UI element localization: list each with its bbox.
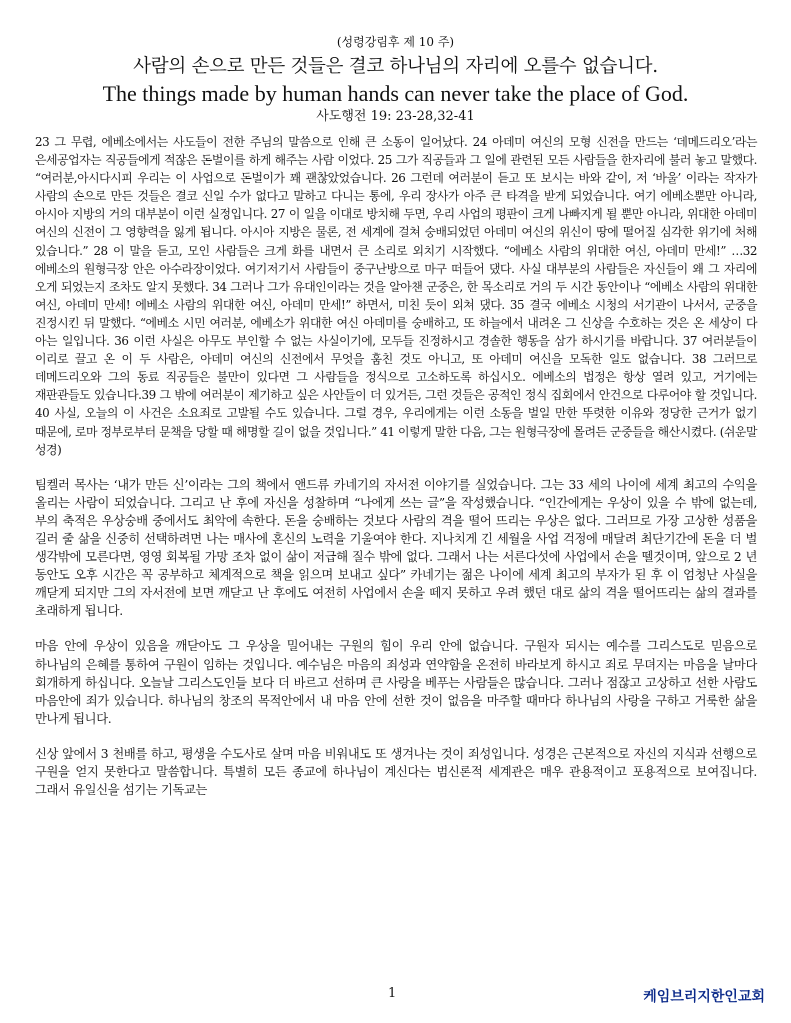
sermon-title-korean: 사람의 손으로 만든 것들은 결코 하나님의 자리에 오를수 없습니다.: [133, 56, 658, 77]
body-paragraph: 신상 앞에서 3 천배를 하고, 평생을 수도사로 살며 마음 비워내도 또 생겨나는 것이 죄성입니다. 성경은 근본적으로 자신의 지식과 선행으로 구원을 얻지 못한다고 말씀합니다. 특별히 모든 종교에 하나님이 계신다는 범신론적 세계관은 매우 관용적이고 포용적으로 보여집니다. 그래서 유일신을 섬기는 기독교는: [35, 746, 757, 798]
sermon-title-english: The things made by human hands can never take the place of God.: [102, 81, 689, 106]
body-paragraph: 마음 안에 우상이 있음을 깨닫아도 그 우상을 밀어내는 구원의 힘이 우리 안에 없습니다. 구원자 되시는 예수를 그리스도로 믿음으로 하나님의 은혜를 통하여 구원이 임하는 것입니다. 예수님은 마음의 죄성과 연약함을 온전히 바라보게 하시고 죄로 무뎌지는 마음을 날마다 회개하게 하십니다. 오늘날 그리스도인들 보다 더 바르고 선하며 큰 사랑을 베푸는 사람들은 많습니다. 그러나 점잖고 고상하고 선한 사람도 마음안에 죄가 있습니다. 하나님의 창조의 목적안에서 내 마음 안에 선한 것이 없음을 마주할 때마다 하나님의 사랑을 구하고 거룩한 삶을 만나게 됩니다.: [35, 639, 757, 726]
page-number: 1: [388, 986, 397, 1001]
sermon-body: [35, 133, 757, 799]
scripture-reference: 사도행전 19: 23-28,32-41: [316, 109, 475, 124]
body-paragraph: 팀켈러 목사는 ‘내가 만든 신’이라는 그의 책에서 앤드류 카네기의 자서전 이야기를 실었습니다. 그는 33 세의 나이에 세계 최고의 수익을 올리는 사람이 되었습니다. 그리고 난 후에 자신을 성찰하며 “나에게 쓰는 글”을 작성했습니다. “인간에게는 우상이 있을 수 밖에 없는데, 부의 축적은 우상숭배 중에서도 최악에 속한다. 돈을 숭배하는 것보다 사람의 격을 떨어 뜨리는 우상은 없다. 그러므로 가장 고상한 성품을 길러 줄 삶을 신중히 선택하려면 나는 매사에 혼신의 노력을 기울여야 한다. 지나치게 긴 세월을 사업 걱정에 매달려 최단기간에 돈을 더 벌 생각밖에 모른다면, 영영 회복될 가망 조차 없이 삶이 저급해 질수 밖에 없다. 그래서 나는 서른다섯에 사업에서 손을 뗄것이며, 앞으로 2 년 동안도 오후 시간은 꼭 공부하고 체계적으로 책을 읽으며 보내고 싶다” 카네기는 젊은 나이에 세계 최고의 부자가 된 후 이 엄청난 사실을 깨닫게 되지만 그의 자서전에 보면 깨닫고 난 후에도 여전히 사업에서 손을 떼지 못하고 우려 했던 대로 삶의 격을 떨어뜨리는 삶의 결과를 초래하게 됩니다.: [35, 477, 757, 619]
sermon-header: [0, 34, 791, 126]
church-name: 케임브리지한인교회: [643, 989, 765, 1005]
liturgical-season: (성령강림후 제 10 주): [336, 35, 455, 49]
scripture-passage: 23 그 무렵, 에베소에서는 사도들이 전한 주님의 말씀으로 인해 큰 소동이 일어났다. 24 아데미 여신의 모형 신전을 만드는 ‘데메드리오’라는 은세공업자는 직공들에게 적잖은 돈벌이를 하게 해주는 사람 이었다. 25 그가 직공들과 그 일에 관련된 모든 사람들을 한자리에 불러 놓고 말했다. “여러분,아시다시피 우리는 이 사업으로 돈벌이가 꽤 괜찮았었습니다. 26 그런데 여러분이 듣고 또 보시는 바와 같이, 저 ‘바울’ 이라는 작자가 사람의 손으로 만든 것들은 결코 신일 수가 없다고 말하고 다니는 통에, 우리 장사가 아주 큰 타격을 받게 되었습니다. 여기 에베소뿐만 아니라, 아시아 지방의 거의 대부분이 이런 실정입니다. 27 이 일을 이대로 방치해 두면, 우리 사업의 평판이 크게 나빠지게 될 뿐만 아니라, 위대한 아데미 여신의 신전이 그 영향력을 잃게 됩니다. 아시아 지방은 물론, 전 세계에 걸쳐 숭배되었던 아데미 여신의 위신이 땅에 떨어질 심각한 위기에 처해 있습니다.” 28 이 말을 듣고, 모인 사람들은 크게 화를 내면서 큰 소리로 외치기 시작했다. “에베소 사람의 위대한 여신, 아데미 만세!” …32 에베소의 원형극장 안은 아수라장이었다. 여기저기서 사람들이 중구난방으로 마구 떠들어 댔다. 사실 대부분의 사람들은 자신들이 왜 그 자리에 오게 되었는지 조차도 알지 못했다. 34 그러나 그가 유대인이라는 것을 알아챈 군중은, 한 목소리로 거의 두 시간 동안이나 “에베소 사람의 위대한 여신, 아데미 만세! 에베소 사람의 위대한 여신, 아데미 만세!” 하면서, 미친 듯이 외쳐 댔다. 35 결국 에베소 시청의 서기관이 나서서, 군중을 진정시킨 뒤 말했다. “에베소 시민 여러분, 에베소가 위대한 여신 아데미를 숭배하고, 또 하늘에서 내려온 그 신상을 수호하는 것은 온 세상이 다 아는 일입니다. 36 이런 사실은 아무도 부인할 수 없는 사실이기에, 모두들 진정하시고 경솔한 행동을 삼가 하시기를 바랍니다. 37 여러분들이 이리로 끌고 온 이 두 사람은, 아데미 여신의 신전에서 무엇을 훔친 것도 아니고, 또 아데미 여신을 모독한 일도 없습니다. 38 그러므로 데메드리오와 그의 동료 직공들은 불만이 있다면 그 사람들을 정식으로 고소하도록 하십시오. 에베소의 법정은 항상 열려 있고, 거기에는 재판관들도 있습니다.39 그 밖에 여러분이 제기하고 싶은 사안들이 더 있거든, 그런 것들은 공적인 정식 집회에서 안건으로 다루어야 할 것입니다. 40 사실, 오늘의 이 사건은 소요죄로 고발될 수도 있습니다. 그럴 경우, 우리에게는 이런 소동을 벌일 만한 뚜렷한 이유와 정당한 근거가 없기 때문에, 로마 정부로부터 문책을 당할 때 해명할 길이 없을 것입니다.” 41 이렇게 말한 다음, 그는 원형극장에 몰려든 군중들을 해산시켰다. (쉬운말 성경): [35, 135, 757, 457]
